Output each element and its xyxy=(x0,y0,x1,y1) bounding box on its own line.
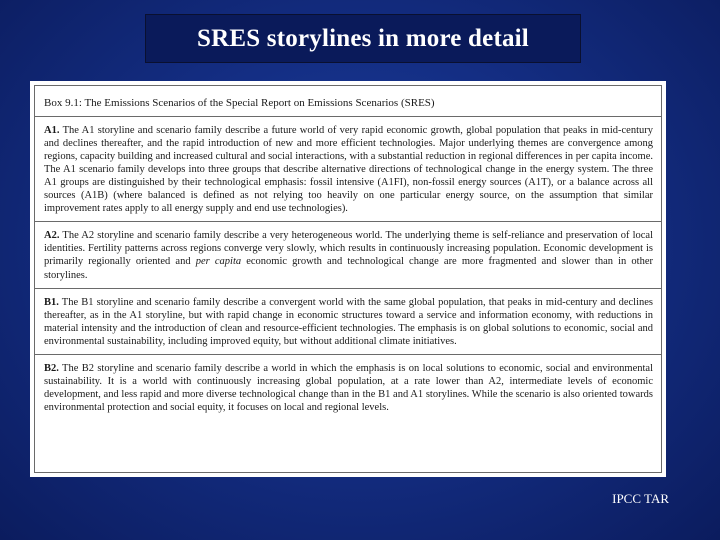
paragraph-italic-text: per capita xyxy=(195,256,242,268)
paragraph-text: The B2 storyline and scenario family describe a world in which the emphasis is on local solutions to economic, social and environmental sustainability. It is a world with continuously increasing global population, at a rate lower than A2, intermediate levels of economic development, and less rapid and more diverse technological change than in the B1 and A1 storylines. While the scenario is also oriented towards environmental protection and social equity, it focuses on local and regional levels. xyxy=(44,362,653,413)
box-heading: Box 9.1: The Emissions Scenarios of the Special Report on Emissions Scenarios (SRES) xyxy=(44,97,435,109)
paragraph-label: B1. xyxy=(44,296,59,308)
paragraph-a2 xyxy=(44,229,653,281)
box-frame xyxy=(34,85,662,473)
paragraph-a1 xyxy=(44,124,653,215)
paragraph-text: The A1 storyline and scenario family describe a future world of very rapid economic growth, global population that peaks in mid-century and declines thereafter, and the rapid introduction of new and more efficient technologies. Major underlying themes are convergence among regions, capacity building and increased cultural and social interactions, with a substantial reduction in regional differences in per capita income. The A1 scenario family develops into three groups that describe alternative directions of technological change in the energy system. The three A1 groups are distinguished by their technological emphasis: fossil intensive (A1FI), non-fossil energy sources (A1T), or a balance across all sources (A1B) (where balanced is defined as not relying too heavily on one particular energy source, on the assumption that similar improvement rates apply to all energy supply and end use technologies). xyxy=(44,125,653,215)
paragraph-text: The B1 storyline and scenario family describe a convergent world with the same global population, that peaks in mid-century and declines thereafter, as in the A1 storyline, but with rapid change in economic structures toward a service and information economy, with reductions in material intensity and the introduction of clean and resource-efficient technologies. The emphasis is on global solutions to economic, social and environmental sustainability, including improved equity, but without additional climate initiatives. xyxy=(44,296,653,347)
divider xyxy=(35,354,661,355)
slide-title: SRES storylines in more detail xyxy=(197,24,529,52)
source-footer: IPCC TAR xyxy=(612,491,669,506)
paragraph-label: A2. xyxy=(44,230,60,242)
paragraph-label: B2. xyxy=(44,362,59,374)
paragraph-text: The A2 storyline and scenario family describe a very heterogeneous world. The underlying theme is self-reliance and preservation of local identities. Fertility patterns across regions converge very slowly, which results in continuously increasing population. Economic development is primarily regionally oriented and xyxy=(44,230,653,268)
divider xyxy=(35,221,661,222)
document-excerpt xyxy=(30,81,666,477)
paragraph-b1 xyxy=(44,296,653,348)
paragraph-label: A1. xyxy=(44,125,60,137)
divider xyxy=(35,288,661,289)
slide-title-box xyxy=(145,14,581,63)
divider xyxy=(35,116,661,117)
paragraph-text: economic growth and technological change are more fragmented and slower than in other storylines. xyxy=(44,256,653,281)
paragraph-b2 xyxy=(44,362,653,414)
